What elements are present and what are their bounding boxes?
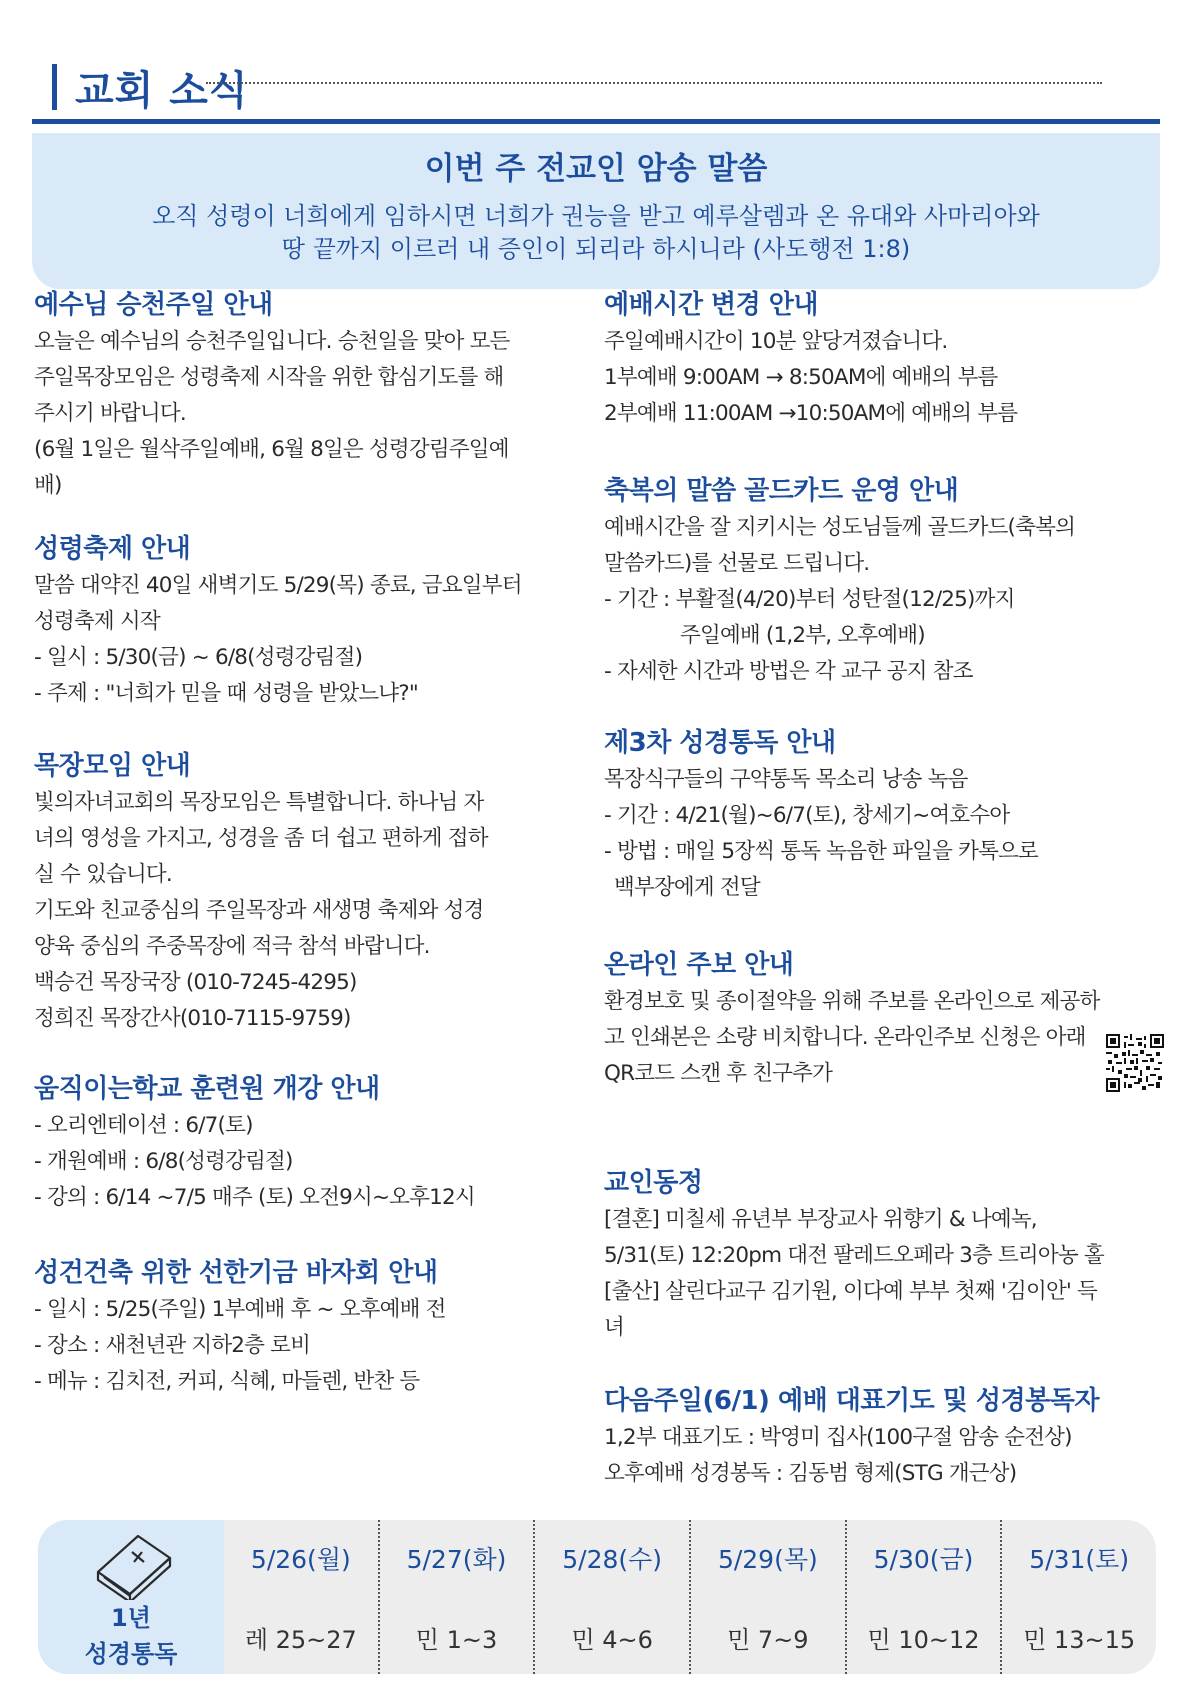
section-title: 축복의 말씀 골드카드 운영 안내 <box>604 476 959 506</box>
schedule-day <box>847 1520 1003 1674</box>
section-title: 제3차 성경통독 안내 <box>604 728 836 758</box>
online-bulletin-section <box>604 946 1164 1092</box>
schedule-reading: 레 25~27 <box>244 1626 357 1654</box>
section-line: 환경보호 및 종이절약을 위해 주보를 온라인으로 제공하 <box>604 989 1100 1014</box>
section-line: - 강의 : 6/14 ~7/5 매주 (토) 오전9시~오후12시 <box>34 1185 475 1210</box>
section-title: 예수님 승천주일 안내 <box>34 290 273 320</box>
section-line: - 주제 : "너희가 믿을 때 성령을 받았느냐?" <box>34 681 418 706</box>
schedule-day <box>380 1520 536 1674</box>
schedule-date: 5/28(수) <box>562 1545 663 1574</box>
section-line: 녀의 영성을 가지고, 성경을 좀 더 쉽고 편하게 접하 <box>34 826 488 851</box>
section-title: 예배시간 변경 안내 <box>604 290 819 320</box>
section-line: 배) <box>34 473 62 498</box>
schedule-reading: 민 10~12 <box>867 1626 980 1654</box>
section-line: 주일예배시간이 10분 앞당겨졌습니다. <box>604 329 948 354</box>
section-line: 백승건 목장국장 (010-7245-4295) <box>34 970 357 995</box>
section-line: 빛의자녀교회의 목장모임은 특별합니다. 하나님 자 <box>34 790 484 815</box>
section-line: - 일시 : 5/30(금) ~ 6/8(성령강림절) <box>34 645 363 670</box>
section-line: - 장소 : 새천년관 지하2층 로비 <box>34 1333 311 1358</box>
bazaar-section <box>34 1254 574 1400</box>
section-line: 오늘은 예수님의 승천주일입니다. 승천일을 맞아 모든 <box>34 329 510 354</box>
memory-verse-title: 이번 주 전교인 암송 말씀 <box>424 151 768 187</box>
page-title: 교회 소식 <box>75 67 249 114</box>
section-title: 온라인 주보 안내 <box>604 950 794 980</box>
schedule-date: 5/30(금) <box>873 1545 974 1574</box>
schedule-label-line: 1년 <box>111 1604 151 1632</box>
schedule-reading: 민 13~15 <box>1023 1626 1136 1654</box>
schedule-day <box>535 1520 691 1674</box>
schedule-row-divider <box>206 82 1102 84</box>
section-title: 성령축제 안내 <box>34 534 191 564</box>
section-line: 주시기 바랍니다. <box>34 401 186 426</box>
schedule-date: 5/26(월) <box>250 1545 351 1574</box>
section-line: - 메뉴 : 김치전, 커피, 식혜, 마들렌, 반찬 등 <box>34 1369 420 1394</box>
section-line: 성령축제 시작 <box>34 609 160 634</box>
section-line: 주일예배 (1,2부, 오후예배) <box>680 623 925 648</box>
section-line: - 기간 : 부활절(4/20)부터 성탄절(12/25)까지 <box>604 587 1015 612</box>
bible-reading-section <box>604 724 1164 906</box>
memory-verse-line: 오직 성령이 너희에게 임하시면 너희가 권능을 받고 예루살렘과 온 유대와 사마리아와 <box>152 202 1040 230</box>
section-line: (6월 1일은 월삭주일예배, 6월 8일은 성령강림주일예 <box>34 437 509 462</box>
section-line: - 기간 : 4/21(월)~6/7(토), 창세기~여호수아 <box>604 803 1010 828</box>
festival-section <box>34 530 574 712</box>
schedule-date: 5/29(목) <box>717 1545 818 1574</box>
section-line: 목장식구들의 구약통독 목소리 낭송 녹음 <box>604 767 968 792</box>
section-line: 정희진 목장간사(010-7115-9759) <box>34 1006 351 1031</box>
section-line: 고 인쇄본은 소량 비치합니다. 온라인주보 신청은 아래 <box>604 1025 1086 1050</box>
section-line: 1,2부 대표기도 : 박영미 집사(100구절 암송 순전상) <box>604 1425 1072 1450</box>
next-sunday-section <box>604 1382 1164 1492</box>
section-line: 양육 중심의 주중목장에 적극 참석 바랍니다. <box>34 934 430 959</box>
goldcard-section <box>604 472 1164 690</box>
schedule-day <box>224 1520 380 1674</box>
section-line: - 오리엔테이션 : 6/7(토) <box>34 1113 253 1138</box>
schedule-label-line: 성경통독 <box>84 1640 178 1668</box>
section-line: 말씀카드)를 선물로 드립니다. <box>604 551 870 576</box>
section-line: 말씀 대약진 40일 새벽기도 5/29(목) 종료, 금요일부터 <box>34 573 522 598</box>
section-title: 목장모임 안내 <box>34 751 191 781</box>
section-line: 주일목장모임은 성령축제 시작을 위한 합심기도를 해 <box>34 365 504 390</box>
memory-verse-text <box>32 200 1160 266</box>
section-line: - 일시 : 5/25(주일) 1부예배 후 ~ 오후예배 전 <box>34 1297 446 1322</box>
section-title: 다음주일(6/1) 예배 대표기도 및 성경봉독자 <box>604 1386 1100 1416</box>
section-line: 2부예배 11:00AM →10:50AM에 예배의 부름 <box>604 401 1018 426</box>
section-line: 백부장에게 전달 <box>614 875 760 900</box>
section-title: 움직이는학교 훈련원 개강 안내 <box>34 1074 380 1104</box>
school-section <box>34 1070 574 1216</box>
ascension-section <box>34 286 574 504</box>
schedule-label-text <box>38 1600 224 1672</box>
bible-reading-schedule <box>38 1520 1156 1674</box>
section-line: 예배시간을 잘 지키시는 성도님들께 골드카드(축복의 <box>604 515 1076 540</box>
section-line: [출산] 살린다교구 김기원, 이다예 부부 첫째 '김이안' 득 <box>604 1279 1098 1304</box>
memory-verse-box <box>32 133 1160 289</box>
section-line: [결혼] 미칠세 유년부 부장교사 위향기 & 나예녹, <box>604 1207 1037 1232</box>
section-line: 5/31(토) 12:20pm 대전 팔레드오페라 3층 트리아농 홀 <box>604 1243 1104 1268</box>
section-line: 녀 <box>604 1315 624 1340</box>
schedule-reading: 민 1~3 <box>415 1626 498 1654</box>
section-title: 교인동정 <box>604 1168 703 1198</box>
page-header <box>52 62 249 112</box>
section-line: 오후예배 성경봉독 : 김동범 형제(STG 개근상) <box>604 1461 1017 1486</box>
bible-icon <box>92 1530 174 1600</box>
schedule-date: 5/31(토) <box>1029 1545 1130 1574</box>
section-line: - 자세한 시간과 방법은 각 교구 공지 참조 <box>604 659 973 684</box>
schedule-label <box>38 1520 224 1674</box>
member-news-section <box>604 1164 1164 1346</box>
schedule-day <box>691 1520 847 1674</box>
header-accent-bar <box>52 64 57 110</box>
schedule-grid <box>224 1520 1156 1674</box>
qr-code-icon[interactable] <box>1106 1034 1164 1092</box>
schedule-reading: 민 4~6 <box>571 1626 653 1654</box>
section-line: 실 수 있습니다. <box>34 862 172 887</box>
schedule-date: 5/27(화) <box>406 1545 507 1574</box>
section-line: - 개원예배 : 6/8(성령강림절) <box>34 1149 293 1174</box>
section-line: 기도와 친교중심의 주일목장과 새생명 축제와 성경 <box>34 898 484 923</box>
section-title: 성건건축 위한 선한기금 바자회 안내 <box>34 1258 438 1288</box>
schedule-reading: 민 7~9 <box>727 1626 809 1654</box>
service-time-section <box>604 286 1164 432</box>
memory-verse-line: 땅 끝까지 이르러 내 증인이 되리라 하시니라 (사도행전 1:8) <box>281 235 911 263</box>
section-line: 1부예배 9:00AM → 8:50AM에 예배의 부름 <box>604 365 998 390</box>
section-line: QR코드 스캔 후 친구추가 <box>604 1061 833 1086</box>
header-divider <box>32 119 1160 124</box>
cell-group-section <box>34 747 574 1037</box>
schedule-day <box>1002 1520 1156 1674</box>
section-line: - 방법 : 매일 5장씩 통독 녹음한 파일을 카톡으로 <box>604 839 1038 864</box>
